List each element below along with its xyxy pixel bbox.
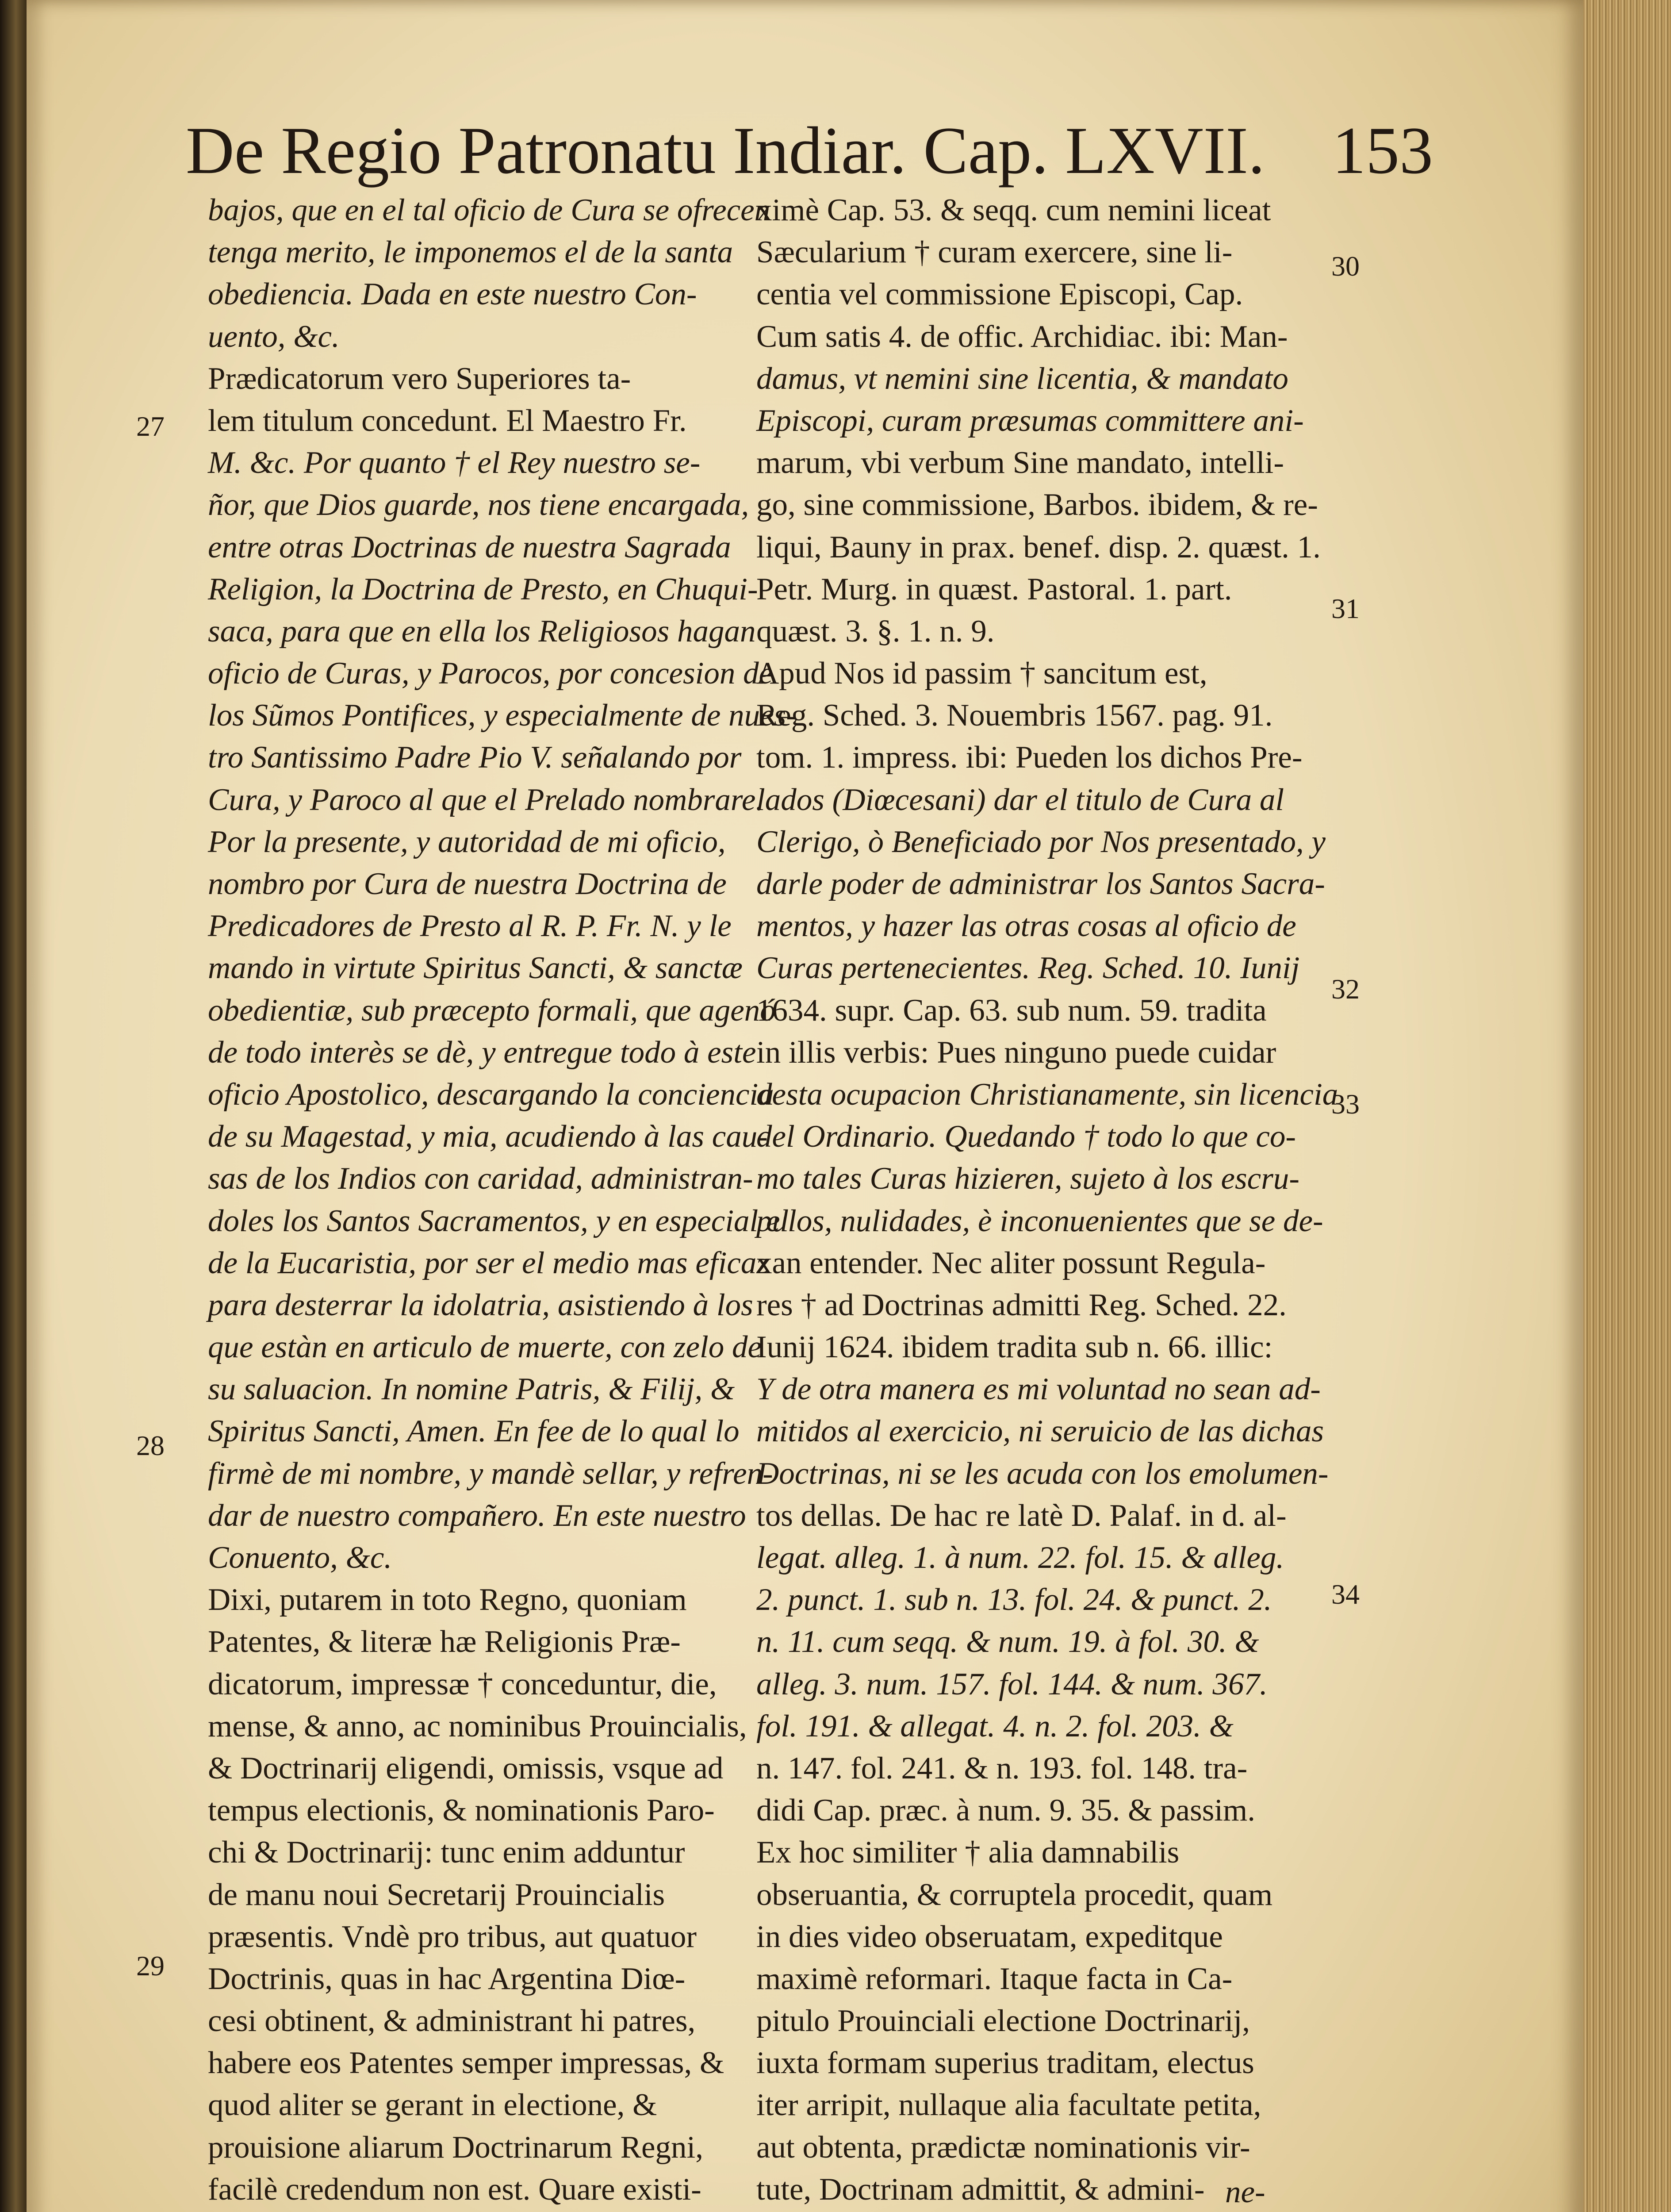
catchword: ne- (1225, 2175, 1265, 2209)
text-line: n. 147. fol. 241. & n. 193. fol. 148. tra- (756, 1751, 1248, 1786)
text-line: Conuento, &c. (208, 1540, 392, 1575)
text-line: sas de los Indios con caridad, administran- (208, 1161, 753, 1196)
margin-number: 34 (1331, 1578, 1360, 1610)
text-line: obedientiæ, sub præcepto formali, que agenó (208, 993, 776, 1028)
right-text-column (756, 189, 1338, 2212)
text-line: doles los Santos Sacramentos, y en especial el (208, 1203, 789, 1238)
text-line: tempus electionis, & nominationis Paro- (208, 1793, 715, 1828)
text-line: n. 11. cum seqq. & num. 19. à fol. 30. & (756, 1624, 1259, 1659)
text-line: Curas pertenecientes. Reg. Sched. 10. Iunij (756, 951, 1300, 986)
text-line: Predicadores de Presto al R. P. Fr. N. y le (208, 909, 732, 944)
text-line: del Ordinario. Quedando † todo lo que co- (756, 1119, 1296, 1154)
text-line: mo tales Curas hizieren, sujeto à los escru- (756, 1161, 1299, 1196)
text-line: pitulo Prouinciali electione Doctrinarij, (756, 2004, 1250, 2039)
text-line: Patentes, & literæ hæ Religionis Præ- (208, 1624, 681, 1659)
text-line: xan entender. Nec aliter possunt Regula- (756, 1245, 1266, 1280)
text-line: Cum satis 4. de offic. Archidiac. ibi: Man- (756, 319, 1288, 354)
text-line: de manu noui Secretarij Prouincialis (208, 1877, 665, 1912)
text-line: in dies video obseruatam, expeditque (756, 1919, 1223, 1954)
text-line: præsentis. Vndè pro tribus, aut quatuor (208, 1919, 697, 1954)
text-line: Doctrinis, quas in hac Argentina Diœ- (208, 1961, 686, 1996)
text-line: maximè reformari. Itaque facta in Ca- (756, 1961, 1233, 1996)
text-line: darle poder de administrar los Santos Sacra- (756, 867, 1325, 901)
margin-number: 29 (136, 1950, 165, 1982)
text-line: saca, para que en ella los Religiosos hagan (208, 614, 756, 649)
text-line: Apud Nos id passim † sancitum est, (756, 656, 1207, 691)
text-line: lem titulum concedunt. El Maestro Fr. (208, 403, 687, 438)
text-line: & Doctrinarij eligendi, omissis, vsque ad (208, 1751, 724, 1786)
text-line: oficio de Curas, y Parocos, por concesion de (208, 656, 773, 691)
text-line: iter arripit, nullaque alia facultate petita, (756, 2088, 1261, 2123)
text-line: mense, & anno, ac nominibus Prouincialis, (208, 1709, 747, 1743)
text-line: liqui, Bauny in prax. benef. disp. 2. quæst. 1. (756, 530, 1321, 565)
text-line: iuxta formam superius traditam, electus (756, 2046, 1254, 2081)
margin-number: 28 (136, 1430, 165, 1461)
text-line: Religion, la Doctrina de Presto, en Chuqui- (208, 572, 758, 607)
text-line: alleg. 3. num. 157. fol. 144. & num. 367. (756, 1667, 1268, 1701)
adjacent-page-edge (0, 0, 27, 2212)
text-line: Spiritus Sancti, Amen. En fee de lo qual lo (208, 1414, 740, 1449)
margin-number: 30 (1331, 250, 1360, 282)
text-line: de la Eucaristia, por ser el medio mas eficaz (208, 1245, 769, 1280)
text-line: ximè Cap. 53. & seqq. cum nemini liceat (756, 193, 1271, 227)
text-line: in illis verbis: Pues ninguno puede cuidar (756, 1035, 1276, 1070)
margin-number: 27 (136, 411, 165, 442)
text-line: go, sine commissione, Barbos. ibidem, & re- (756, 488, 1318, 522)
margin-number: 33 (1331, 1088, 1360, 1120)
text-line: centia vel commissione Episcopi, Cap. (756, 277, 1243, 312)
left-text-column (208, 189, 797, 2212)
text-line: oficio Apostolico, descargando la conciencia (208, 1077, 774, 1112)
text-line: tos dellas. De hac re latè D. Palaf. in d. al- (756, 1498, 1287, 1533)
text-line: Doctrinas, ni se les acuda con los emolumen- (756, 1456, 1329, 1491)
text-line: marum, vbi verbum Sine mandato, intelli- (756, 445, 1284, 480)
margin-number: 31 (1331, 593, 1360, 624)
text-line: de todo interès se dè, y entregue todo à este (208, 1035, 756, 1070)
page-number: 153 (1332, 113, 1433, 188)
margin-number: 32 (1331, 973, 1360, 1005)
text-line: Petr. Murg. in quæst. Pastoral. 1. part. (756, 572, 1232, 607)
text-line: Dixi, putarem in toto Regno, quoniam (208, 1582, 687, 1617)
text-line: mentos, y hazer las otras cosas al oficio de (756, 909, 1296, 944)
text-line: dicatorum, impressæ † conceduntur, die, (208, 1667, 717, 1701)
running-title: De Regio Patronatu Indiar. Cap. LXVII. (186, 113, 1265, 188)
text-line: tenga merito, le imponemos el de la santa (208, 235, 733, 270)
text-line: dar de nuestro compañero. En este nuestro (208, 1498, 746, 1533)
text-line: los Sũmos Pontifices, y especialmente de nues- (208, 698, 797, 733)
text-line: fol. 191. & allegat. 4. n. 2. fol. 203. & (756, 1709, 1234, 1743)
text-line: pulos, nulidades, è inconuenientes que se de- (756, 1203, 1323, 1238)
text-line: tro Santissimo Padre Pio V. señalando por (208, 740, 742, 775)
book-page (27, 0, 1583, 2212)
text-line: Por la presente, y autoridad de mi oficio, (208, 824, 726, 859)
text-line: obediencia. Dada en este nuestro Con- (208, 277, 697, 312)
text-line: damus, vt nemini sine licentia, & mandato (756, 361, 1288, 396)
text-line: de su Magestad, y mia, acudiendo à las cau- (208, 1119, 768, 1154)
text-line: Clerigo, ò Beneficiado por Nos presentado, y (756, 824, 1326, 859)
text-line: mando in virtute Spiritus Sancti, & sanctæ (208, 951, 743, 986)
text-line: para desterrar la idolatria, asistiendo à los (208, 1287, 753, 1322)
text-line: Ex hoc similiter † alia damnabilis (756, 1835, 1180, 1870)
text-line: firmè de mi nombre, y mandè sellar, y refren- (208, 1456, 773, 1491)
text-line: facilè credendum non est. Quare existi- (208, 2172, 701, 2207)
text-line: Reg. Sched. 3. Nouembris 1567. pag. 91. (756, 698, 1273, 733)
text-line: 2. punct. 1. sub n. 13. fol. 24. & punct. 2. (756, 1582, 1272, 1617)
text-line: desta ocupacion Christianamente, sin licencia (756, 1077, 1338, 1112)
text-line: res † ad Doctrinas admitti Reg. Sched. 22. (756, 1287, 1287, 1322)
text-line: Episcopi, curam præsumas committere ani- (756, 403, 1304, 438)
text-line: nombro por Cura de nuestra Doctrina de (208, 867, 727, 901)
text-line: habere eos Patentes semper impressas, & (208, 2046, 724, 2081)
text-line: ñor, que Dios guarde, nos tiene encargada, (208, 488, 749, 522)
text-line: quæst. 3. §. 1. n. 9. (756, 614, 995, 649)
text-line: uento, &c. (208, 319, 340, 354)
text-line: chi & Doctrinarij: tunc enim adduntur (208, 1835, 685, 1870)
text-line: lados (Diœcesani) dar el titulo de Cura al (756, 782, 1284, 817)
text-line: Cura, y Paroco al que el Prelado nombrare. (208, 782, 764, 817)
text-line: mitidos al exercicio, ni seruicio de las dichas (756, 1414, 1324, 1449)
text-line: Y de otra manera es mi voluntad no sean ad- (756, 1372, 1321, 1407)
text-line: didi Cap. præc. à num. 9. 35. & passim. (756, 1793, 1256, 1828)
text-line: prouisione aliarum Doctrinarum Regni, (208, 2130, 703, 2165)
text-line: Sæcularium † curam exercere, sine li- (756, 235, 1233, 270)
text-line: Iunij 1624. ibidem tradita sub n. 66. illic: (756, 1330, 1273, 1365)
text-line: cesi obtinent, & administrant hi patres, (208, 2004, 696, 2039)
text-line: aut obtenta, prædictæ nominationis vir- (756, 2130, 1250, 2165)
text-line: legat. alleg. 1. à num. 22. fol. 15. & alleg. (756, 1540, 1284, 1575)
text-line: entre otras Doctrinas de nuestra Sagrada (208, 530, 731, 565)
book-fore-edge (1575, 0, 1671, 2212)
running-header (186, 106, 1433, 195)
text-line: tom. 1. impress. ibi: Pueden los dichos Pre- (756, 740, 1303, 775)
text-line: bajos, que en el tal oficio de Cura se ofrecen (208, 193, 770, 227)
text-line: quod aliter se gerant in electione, & (208, 2088, 657, 2123)
text-line: su saluacion. In nomine Patris, & Filij, & (208, 1372, 735, 1407)
text-line: que estàn en articulo de muerte, con zelo de (208, 1330, 762, 1365)
text-line: tute, Doctrinam admittit, & admini- (756, 2172, 1205, 2207)
text-line: Prædicatorum vero Superiores ta- (208, 361, 631, 396)
text-line: 1634. supr. Cap. 63. sub num. 59. tradita (756, 993, 1267, 1028)
text-line: obseruantia, & corruptela procedit, quam (756, 1877, 1273, 1912)
text-line: M. &c. Por quanto † el Rey nuestro se- (208, 445, 701, 480)
